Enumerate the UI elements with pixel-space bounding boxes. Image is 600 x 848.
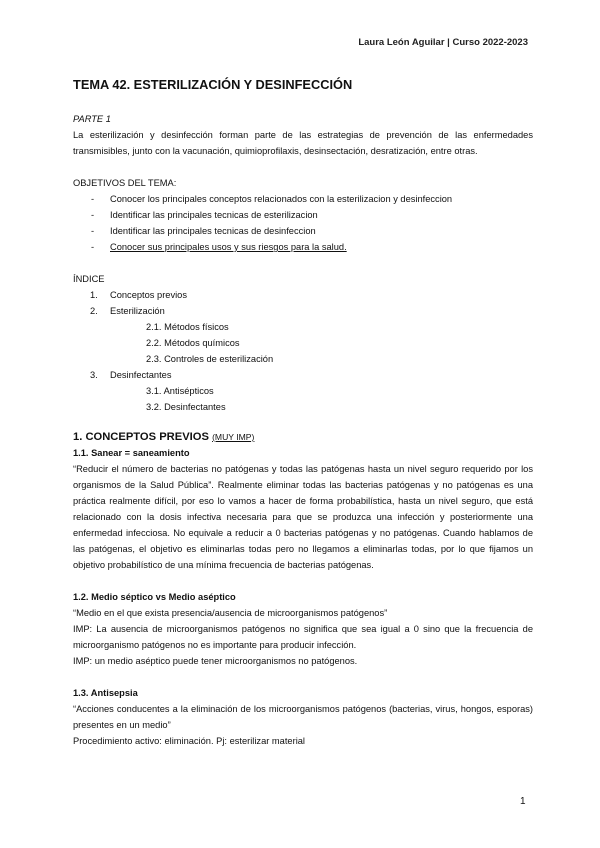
part-label: PARTE 1 <box>73 114 111 124</box>
objectives-list <box>73 191 533 255</box>
page-header: Laura León Aguilar | Curso 2022-2023 <box>358 37 528 48</box>
list-item: - Conocer los principales conceptos relacionados con la esterilizacion y desinfeccion <box>91 194 453 204</box>
objectives-heading: OBJETIVOS DEL TEMA: <box>73 178 177 188</box>
list-item: - Identificar las principales tecnicas de desinfeccion <box>91 226 316 236</box>
index-item: 2. Esterilización <box>90 306 165 316</box>
index-subitem: 3.2. Desinfectantes <box>146 402 226 412</box>
important-note: IMP: La ausencia de microorganismos patógenos no significa que sea igual a 0 sino que la frecuencia de microorganismo patógenos no es importante para producir infección. <box>73 624 533 650</box>
index-item: 1. Conceptos previos <box>90 290 187 300</box>
subsection-heading: 1.3. Antisepsia <box>73 688 138 698</box>
index-heading: ÍNDICE <box>73 274 105 284</box>
index-subitem: 2.1. Métodos físicos <box>146 322 229 332</box>
definition-quote: “Medio en el que exista presencia/ausencia de microorganismos patógenos” <box>73 608 388 618</box>
index-subitem: 2.3. Controles de esterilización <box>146 354 274 364</box>
subsection-heading: 1.1. Sanear = saneamiento <box>73 448 190 458</box>
subsection-heading: 1.2. Medio séptico vs Medio aséptico <box>73 592 236 602</box>
index-subitem: 3.1. Antisépticos <box>146 386 214 396</box>
list-item: - Conocer sus principales usos y sus riesgos para la salud. <box>91 242 347 252</box>
intro-paragraph: La esterilización y desinfección forman parte de las estrategias de prevención de las enfermedades transmisibles, junto con la vacunación, quimioprofilaxis, desinsectación, desratización, entre otras. <box>73 130 533 156</box>
index-list <box>73 287 533 415</box>
list-item: - Identificar las principales tecnicas de esterilizacion <box>91 210 318 220</box>
subsection-text: Procedimiento activo: eliminación. Pj: esterilizar material <box>73 736 305 746</box>
document-body <box>73 76 533 749</box>
index-subitem: 2.2. Métodos químicos <box>146 338 240 348</box>
definition-quote: “Acciones conducentes a la eliminación de los microorganismos patógenos (bacterias, virus, hongos, esporas) presentes en un medio” <box>73 704 533 730</box>
important-note: IMP: un medio aséptico puede tener microorganismos no patógenos. <box>73 656 358 666</box>
subsection-text: “Reducir el número de bacterias no patógenas y todas las patógenas hasta un nivel seguro requerido por los organismos de la Salud Pública”. Realmente eliminar todas las bacterias patógenas y no patógenas es una práctica realmente difícil, por eso lo vamos a hacer de forma probabilística, hasta un nivel seguro, que está relacionado con la dosis infectiva necesaria para que se produzca una infección y posteriormente una enfermedad infecciosa. No equivale a reducir a 0 bacterias patógenas y no patógenas. Cuando hablamos de las patógenas, el objetivo es eliminarlas todas pero no llegamos a eliminarlas todas, por lo que fijamos un objetivo probabilístico de una mínima frecuencia de bacterias patógenas. <box>73 464 533 570</box>
index-item: 3. Desinfectantes <box>90 370 172 380</box>
document-title: TEMA 42. ESTERILIZACIÓN Y DESINFECCIÓN <box>73 77 353 92</box>
page-number: 1 <box>520 796 526 807</box>
importance-tag: (MUY IMP) <box>212 432 255 442</box>
section-heading: 1. CONCEPTOS PREVIOS (MUY IMP) <box>73 431 255 443</box>
